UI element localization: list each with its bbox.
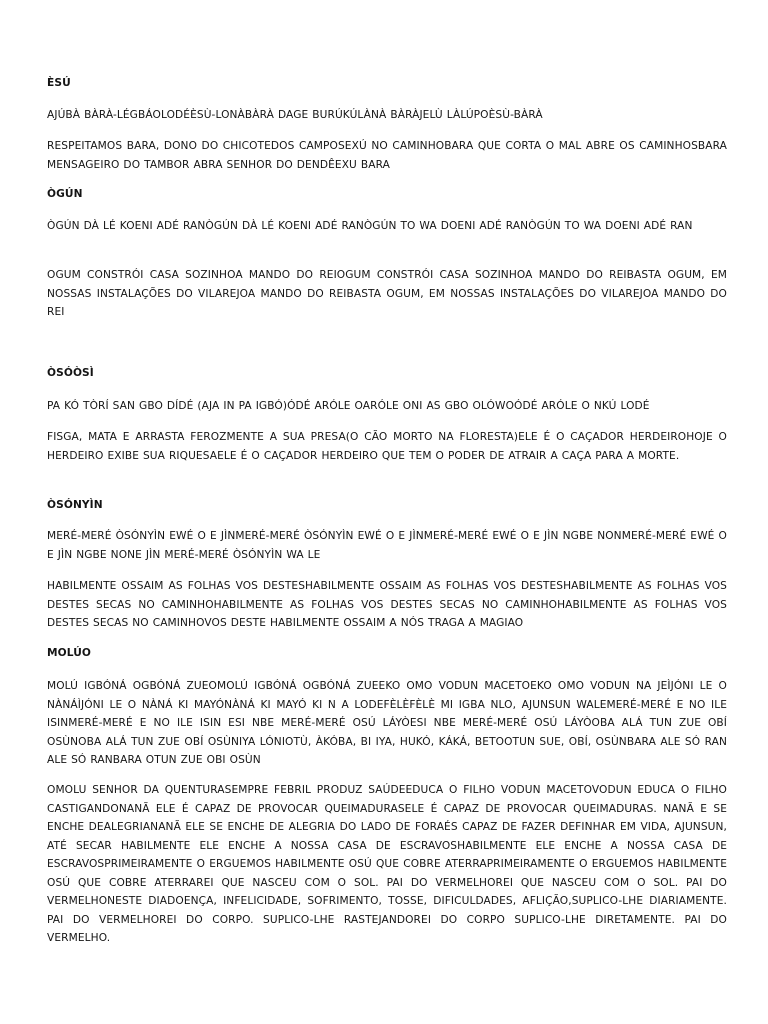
section-portuguese-text-esu: RESPEITAMOS BARA, DONO DO CHICOTEDOS CAMPOSEXÚ NO CAMINHOBARA QUE CORTA O MAL ABRE OS CAMINHOSBARA MENSAGEIRO DO TAMBOR ABRA SENHOR DO DENDÊEXU BARA bbox=[47, 140, 727, 171]
section-yoruba-text-esu: AJÚBÀ BÀRÀ-LÉGBÁOLODÉÈSÙ-LONÀBÀRÀ DAGE BURÚKÚLÀNÀ BÀRÀJELÙ LÀLÚPOÈSÙ-BÀRÀ bbox=[47, 109, 543, 121]
section-yoruba-text-ogun: ÒGÚN DÀ LÉ KOENI ADÉ RANÒGÚN DÀ LÉ KOENI ADÉ RANÒGÚN TO WA DOENI ADÉ RANÒGÚN TO WA DOENI ADÉ RAN bbox=[47, 220, 693, 232]
section-portuguese-text-osonyin: HABILMENTE OSSAIM AS FOLHAS VOS DESTESHABILMENTE OSSAIM AS FOLHAS VOS DESTESHABILMENTE AS FOLHAS VOS DESTES SECAS NO CAMINHOHABILMENTE AS FOLHAS VOS DESTES SECAS NO CAMINHOHABILMENTE AS FOLHAS VOS DESTES SECAS NO CAMINHOVOS DESTE HABILMENTE OSSAIM A NÓS TRAGA A MAGIAO bbox=[47, 580, 727, 629]
section-portuguese-text-osoosi: FISGA, MATA E ARRASTA FEROZMENTE A SUA PRESA(O CÃO MORTO NA FLORESTA)ELE É O CAÇADOR HERDEIROHOJE O HERDEIRO EXIBE SUA RIQUESAELE É O CAÇADOR HERDEIRO QUE TEM O PODER DE ATRAIR A CAÇA PARA A MORTE. bbox=[47, 431, 727, 462]
section-portuguese-text-moluo: OMOLU SENHOR DA QUENTURASEMPRE FEBRIL PRODUZ SAÚDEEDUCA O FILHO VODUN MACETOVODUN EDUCA O FILHO CASTIGANDONANÃ ELE É CAPAZ DE PROVOCAR QUEIMADURASELE É CAPAZ DE PROVOCAR QUEIMADURAS. NANÃ E SE ENCHE DEALEGRIANANÃ ELE SE ENCHE DE ALEGRIA DO LADO DE FORAÉS CAPAZ DE FAZER DEFINHAR EM VIDA, AJUNSUN, ATÉ SECAR HABILMENTE ELE ENCHE A NOSSA CASA DE ESCRAVOSHABILMENTE ELE ENCHE A NOSSA CASA DE ESCRAVOSPRIMEIRAMENTE O ERGUEMOS HABILMENTE OSÚ QUE COBRE ATERRAPRIMEIRAMENTE O ERGUEMOS HABILMENTE OSÚ QUE COBRE ATERRAREI QUE NASCEU COM O SOL. PAI DO VERMELHOREI QUE NASCEU COM O SOL. PAI DO VERMELHONESTE DIADOENÇA, INFELICIDADE, SOFRIMENTO, TOSSE, DIFICULDADES, AFLIÇÃO,SUPLICO-LHE DIARIAMENTE. PAI DO VERMELHOREI DO CORPO. SUPLICO-LHE RASTEJANDOREI DO CORPO SUPLICO-LHE DIRETAMENTE. PAI DO VERMELHO. bbox=[47, 784, 727, 944]
section-yoruba-text-osoosi: PA KÓ TÒRÍ SAN GBO DÍDÉ (AJA IN PA IGBÓ)ÓDÉ ARÓLE OARÓLE ONI AS GBO OLÓWOÓDÉ ARÓLE O NKÚ LODÉ bbox=[47, 400, 650, 412]
section-heading-moluo: MOLÚO bbox=[47, 647, 92, 659]
section-heading-esu: ÈSÚ bbox=[47, 77, 71, 89]
section-yoruba-text-osonyin: MERÉ-MERÉ ÒSÓNYÌN EWÉ O E JÌNMERÉ-MERÉ ÒSÓNYÌN EWÉ O E JÌNMERÉ-MERÉ EWÉ O E JÌN NGBE NONMERÉ-MERÉ EWÉ O E JÌN NGBE NONE JÌN MERÉ-MERÉ ÒSÓNYÌN WA LE bbox=[47, 530, 727, 561]
section-heading-osonyin: ÒSÓNYÌN bbox=[47, 499, 103, 511]
section-heading-osoosi: ÒSÓÒSÌ bbox=[47, 367, 94, 379]
section-heading-ogun: ÒGÚN bbox=[47, 188, 83, 200]
section-portuguese-text-ogun: OGUM CONSTRÓI CASA SOZINHOA MANDO DO REIOGUM CONSTRÓI CASA SOZINHOA MANDO DO REIBASTA OGUM, EM NOSSAS INSTALAÇÕES DO VILAREJOA MANDO DO REIBASTA OGUM, EM NOSSAS INSTALAÇÕES DO VILAREJOA MANDO DO REI bbox=[47, 269, 727, 318]
section-yoruba-text-moluo: MOLÚ IGBÓNÁ OGBÓNÁ ZUEOMOLÚ IGBÓNÁ OGBÓNÁ ZUEEKO OMO VODUN MACETOEKO OMO VODUN NA JEÌJÓNI LE O NÀNÁÌJÓNI LE O NÀNÁ KI MAYÓNÀNÁ KI MAYÓ KI N A LODEFÈLÈFÈLÈ MI IGBA NLO, AJUNSUN WALEMERÉ-MERÉ E NO ILE ISINMERÉ-MERÉ E NO ILE ISIN ESI NBE MERÉ-MERÉ OSÚ LÁYÒESI NBE MERÉ-MERÉ OSÚ LÁYÒOBA ALÁ TUN ZUE OBÍ OSÙNOBA ALÁ TUN ZUE OBÍ OSÙNIYA LÓNIOTÙ, ÀKÓBA, BI IYA, HUKÓ, KÁKÁ, BETOOTUN SUE, OBÍ, OSÙNBARA ALE SÓ RAN ALE SÓ RANBARA OTUN ZUE OBI OSÙN bbox=[47, 680, 727, 766]
